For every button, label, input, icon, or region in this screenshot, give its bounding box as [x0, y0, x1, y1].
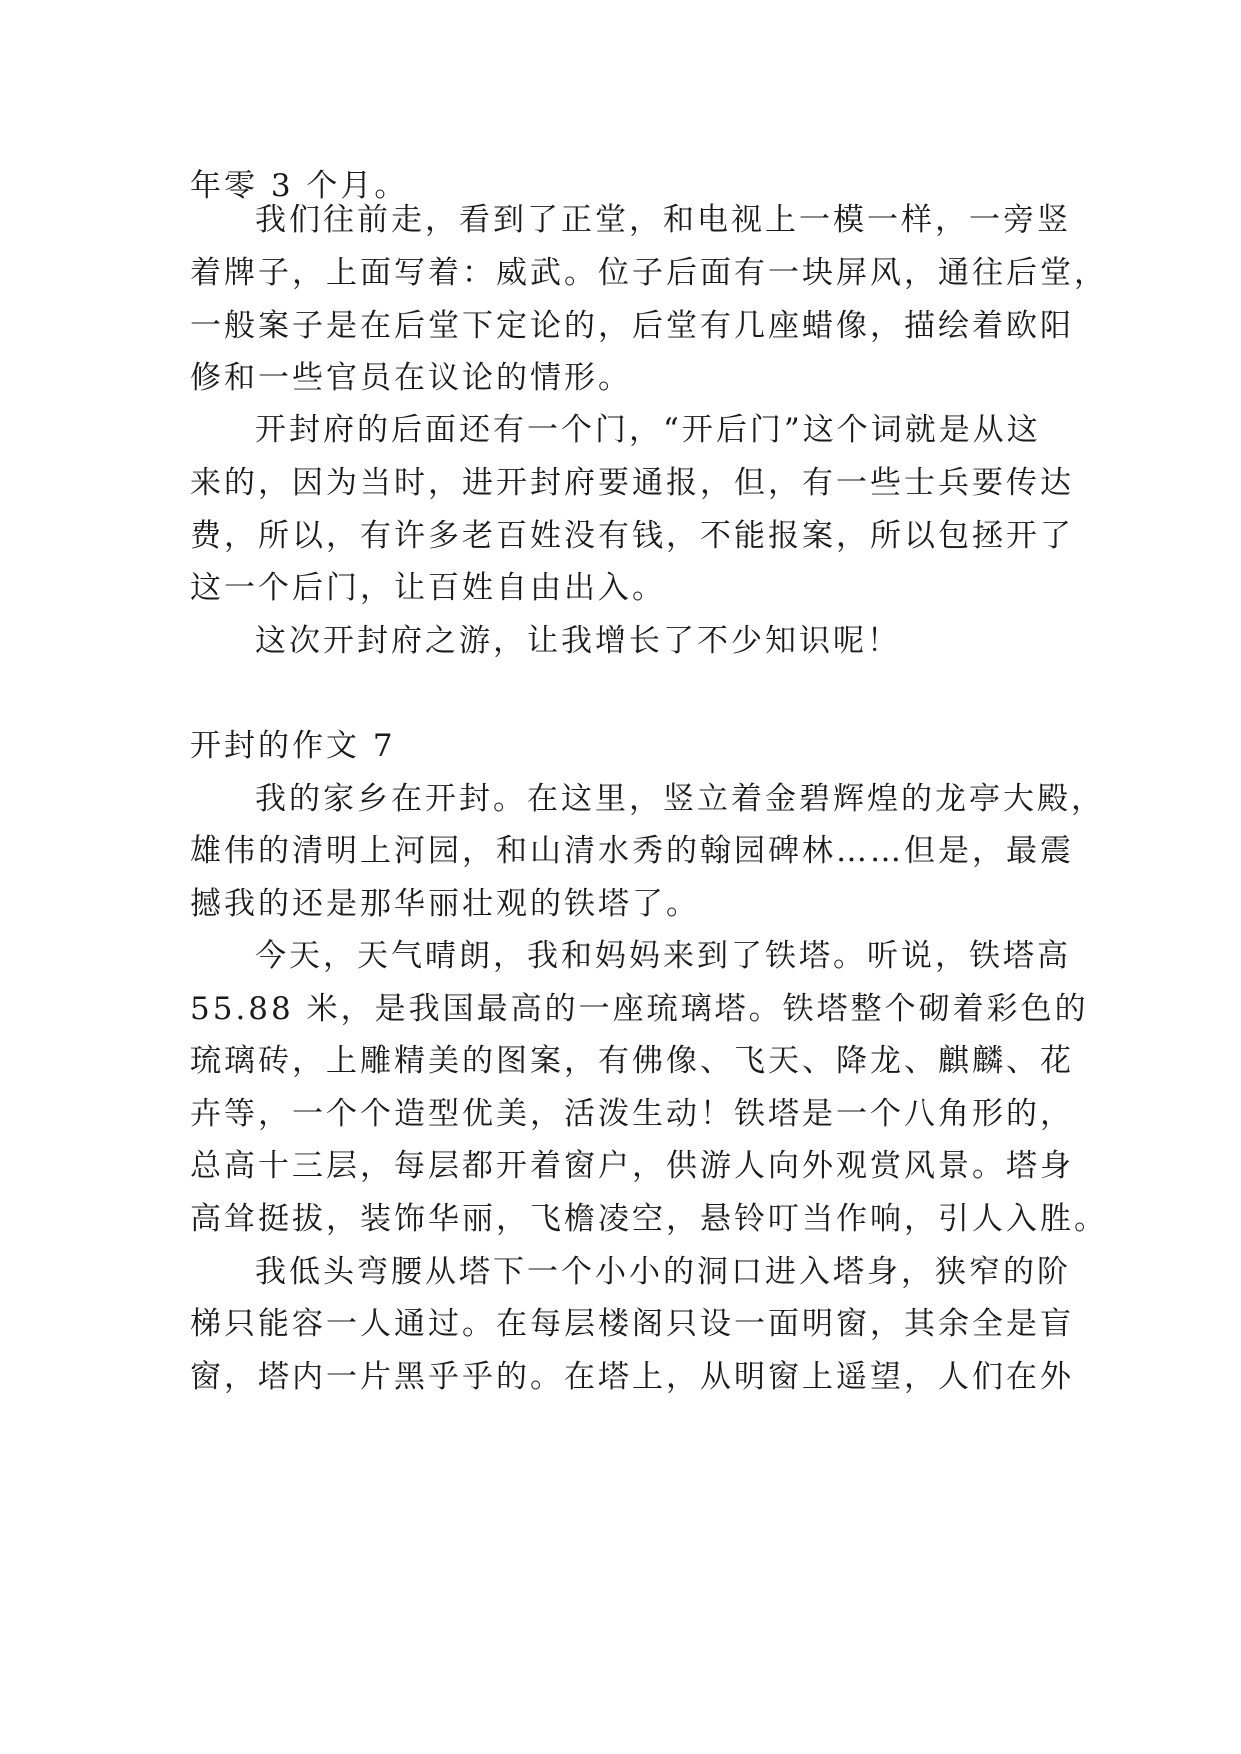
text-line: 梯只能容一人通过。在每层楼阁只设一面明窗，其余全是盲: [190, 1306, 1074, 1342]
text-line: 雄伟的清明上河园，和山清水秀的翰园碑林……但是，最震: [190, 833, 1074, 869]
paragraph-first-line: 我们往前走，看到了正堂，和电视上一模一样，一旁竖: [255, 202, 1071, 238]
paragraph-first-line: 开封府的后面还有一个门，“开后门”这个词就是从这: [255, 412, 1041, 448]
paragraph-first-line: 我的家乡在开封。在这里，竖立着金碧辉煌的龙亭大殿，: [255, 781, 1105, 817]
text-line: 高耸挺拔，装饰华丽，飞檐凌空，悬铃叮当作响，引人入胜。: [190, 1201, 1108, 1237]
text-line: 一般案子是在后堂下定论的，后堂有几座蜡像，描绘着欧阳: [190, 308, 1074, 344]
text-line: 修和一些官员在议论的情形。: [190, 360, 632, 396]
text-line: 着牌子，上面写着：威武。位子后面有一块屏风，通往后堂，: [190, 255, 1108, 291]
text-line: 总高十三层，每层都开着窗户，供游人向外观赏风景。塔身: [190, 1148, 1074, 1184]
text-line: 这一个后门，让百姓自由出入。: [190, 570, 666, 606]
paragraph-first-line: 这次开封府之游，让我增长了不少知识呢！: [255, 623, 901, 659]
section-heading: 开封的作文 7: [190, 728, 396, 764]
paragraph-first-line: 我低头弯腰从塔下一个小小的洞口进入塔身，狭窄的阶: [255, 1254, 1071, 1290]
text-line: 费，所以，有许多老百姓没有钱，不能报案，所以包拯开了: [190, 518, 1074, 554]
text-line: 窗，塔内一片黑乎乎的。在塔上，从明窗上遥望，人们在外: [190, 1359, 1074, 1395]
text-line: 来的，因为当时，进开封府要通报，但，有一些士兵要传达: [190, 465, 1074, 501]
text-line: 年零 3 个月。: [190, 168, 409, 204]
text-line: 55.88 米，是我国最高的一座琉璃塔。铁塔整个砌着彩色的: [190, 991, 1089, 1027]
text-line: 卉等，一个个造型优美，活泼生动！铁塔是一个八角形的，: [190, 1096, 1074, 1132]
text-line: 琉璃砖，上雕精美的图案，有佛像、飞天、降龙、麒麟、花: [190, 1043, 1074, 1079]
text-line: 撼我的还是那华丽壮观的铁塔了。: [190, 886, 700, 922]
paragraph-first-line: 今天，天气晴朗，我和妈妈来到了铁塔。听说，铁塔高: [255, 938, 1071, 974]
